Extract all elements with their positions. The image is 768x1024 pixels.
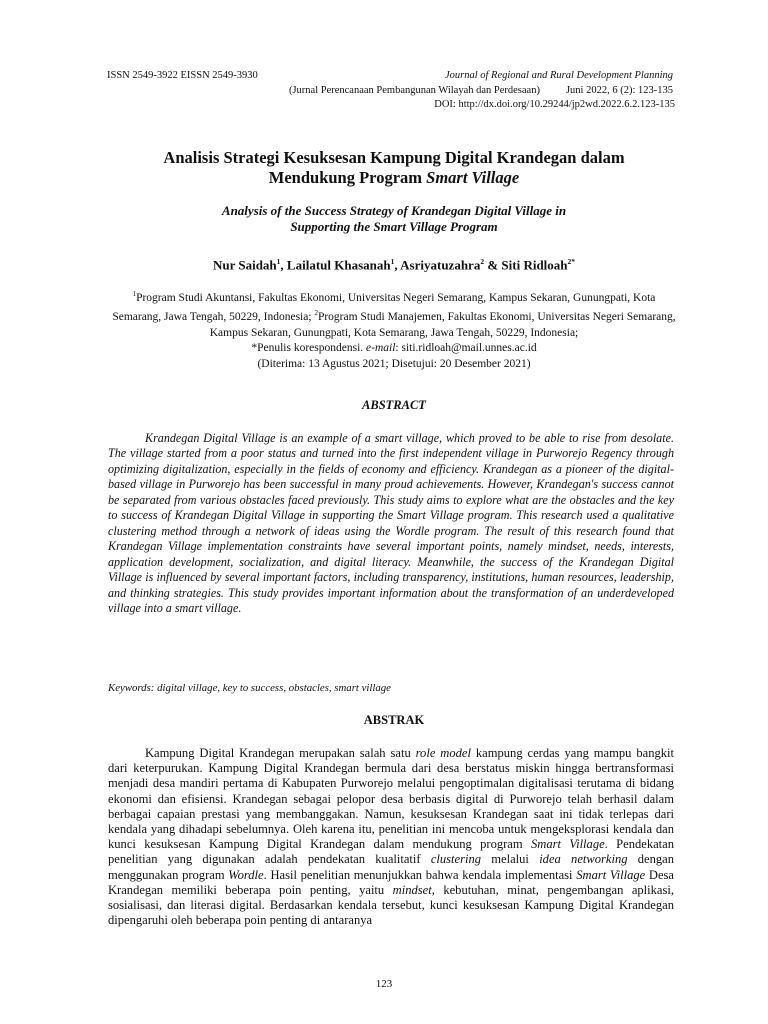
keywords-label: Keywords: [108,682,155,694]
abstract-body: Krandegan Digital Village is an example of a smart village, which proved to be able to rise from desolate. The village started from a poor status and turned into the first independent village in Purworejo Regency through optimizing digitalization, especially in the fields of economy and efficiency. Krandegan as a pioneer of the digital-based village in Purworejo has been successful in many proud achievements. However, Krandegan's success cannot be separated from various obstacles faced previously. This study aims to explore what are the obstacles and the key to success of Krandegan Digital Village in supporting the Smart Village program. This research used a qualitative clustering method through a network of ideas using the Wordle program. The result of this research found that Krandegan Village implementation constraints have several important points, namely mindset, needs, interests, application development, socialization, and digital literacy. Meanwhile, the success of the Krandegan Digital Village is influenced by several important factors, including transparency, institutions, human resources, leadership, and thinking strategies. This study provides important information about the transformation of an underdeveloped village into a smart village. [108,431,674,615]
correspondence-email: : siti.ridloah@mail.unnes.ac.id [395,342,537,355]
abstrak-text: kampung cerdas yang mampu bangkit dari keterpurukan. Kampung Digital Krandegan bermula dari desa berstatus miskin hingga bertransformasi menjadi desa mandiri pertama di Kabupaten Purworejo melalui pengoptimalan digitalisasi terutama di bidang ekonomi dan efisiensi. Krandegan sebagai pelopor desa berbasis digital di Purworejo telah berhasil dalam berbagai capaian prestasi yang membanggakan. Namun, kesuksesan Krandegan saat ini tidak terlepas dari kendala yang dihadapi sebelumnya. Oleh karena itu, penelitian ini mencoba untuk mengeksplorasi kendala dan kunci kesuksesan Kampung Digital Krandegan dalam mendukung program [108,746,674,852]
paper-subtitle-line1: Analysis of the Success Strategy of Krandegan Digital Village in [221,203,567,218]
abstrak-emphasis: mindset [392,882,432,897]
abstrak-emphasis: Smart Village [531,837,605,852]
abstrak-text: Desa Krandegan memiliki beberapa poin penting, yaitu [108,867,674,897]
author-name: Nur Saidah [212,257,277,273]
author-affiliation-mark: 1 [390,257,395,266]
affiliation-mark: 1 [132,290,137,298]
abstrak-text: dengan menggunakan program [108,852,675,882]
author-name: Lailatul Khasanah [286,257,391,273]
abstrak-emphasis: clustering [430,852,482,867]
header-journal-local-name: (Jurnal Perencanaan Pembangunan Wilayah dan Perdesaan) [288,85,540,96]
paper-title-line2-emphasis: Smart Village [426,168,520,187]
author-affiliation-mark: 1 [276,257,281,266]
keywords-values: digital village, key to success, obstacles, smart village [154,682,391,694]
header-issn: ISSN 2549-3922 EISSN 2549-3930 [107,70,258,81]
affiliation-mark: 2 [314,309,318,318]
paper-title [90,148,698,188]
abstrak-text: . Hasil penelitian menunjukkan bahwa kendala implementasi [263,867,577,882]
abstrak-text: melalui [481,852,540,867]
paper-title-line1: Analisis Strategi Kesuksesan Kampung Digital Krandegan dalam [163,148,625,167]
author-affiliation-mark: 2* [567,257,576,266]
submission-dates: (Diterima: 13 Agustus 2021; Disetujui: 20 Desember 2021) [257,357,531,370]
keywords [108,681,391,695]
abstrak-emphasis: Smart Village [576,867,646,882]
paper-subtitle [90,203,698,235]
paper-subtitle-line2: Supporting the Smart Village Program [290,219,498,234]
abstrak-text: . Pendekatan penelitian yang digunakan adalah pendekatan kualitatif [108,837,675,867]
abstrak-heading: ABSTRAK [363,713,425,727]
affiliations [110,287,678,372]
correspondence-email-label: e-mail [366,342,396,355]
abstrak-text: Kampung Digital Krandegan merupakan salah satu [145,746,416,760]
abstrak-emphasis: role model [415,746,471,760]
author-affiliation-mark: 2 [480,257,485,266]
paper-title-line2-prefix: Mendukung Program [268,168,427,187]
abstract-heading: ABSTRACT [362,398,426,412]
affiliation-2: Program Studi Manajemen, Fakultas Ekonomi, Universitas Negeri Semarang, Kampus Sekaran, Gunungpati, Kota Semarang, Jawa Tengah, 50229, Indonesia; [209,311,676,339]
author-name: Asriyatuzahra [400,257,481,273]
affiliation-1: Program Studi Akuntansi, Fakultas Ekonomi, Universitas Negeri Semarang, Kampus Sekaran, Gunungpati, Kota Semarang, Jawa Tengah, 50229, Indonesia; [112,291,656,324]
abstrak-text: , kebutuhan, minat, pengembangan aplikasi, sosialisasi, dan literasi digital. Berdasarkan kendala tersebut, kunci kesuksesan Kampung Digital Krandegan dipengaruhi oleh beberapa poin penting di antaranya [108,882,674,928]
correspondence-label: *Penulis korespondensi. [251,342,367,355]
header-doi: DOI: http://dx.doi.org/10.29244/jp2wd.2022.6.2.123-135 [434,99,675,110]
header-journal-name: Journal of Regional and Rural Development Planning [444,70,673,81]
author-list: Nur Saidah$^1$, Lailatul Khasanah$^1$, Asriyatuzahra$^2$ & Siti Ridloah$^{2*}$ [212,257,576,273]
abstrak-emphasis: Wordle [228,867,264,882]
abstrak-body [108,746,674,928]
author-name: Siti Ridloah [501,257,568,273]
page-number: 123 [375,978,393,990]
header-issue: Juni 2022, 6 (2): 123-135 [565,85,673,96]
abstrak-emphasis: idea networking [539,852,628,867]
header-journal-subtitle-line [289,84,673,97]
